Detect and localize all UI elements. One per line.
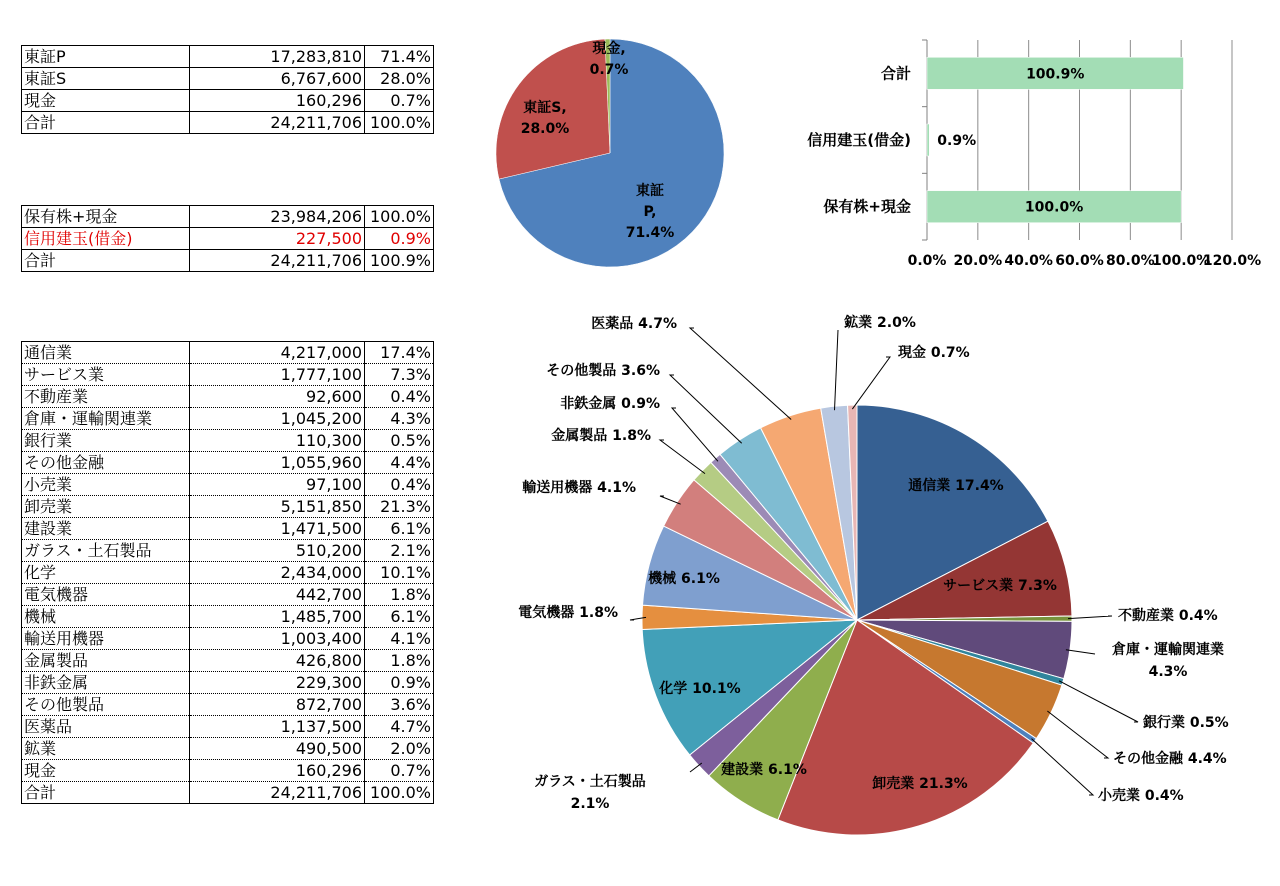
cell-pct: 0.9% bbox=[365, 228, 434, 250]
cell-pct: 1.8% bbox=[365, 584, 434, 606]
cell-pct: 2.1% bbox=[365, 540, 434, 562]
cell-value: 160,296 bbox=[190, 760, 365, 782]
cell-pct: 0.7% bbox=[365, 760, 434, 782]
pie-data-label: 小売業 0.4% bbox=[1098, 788, 1184, 804]
leader-line bbox=[1047, 711, 1108, 758]
cell-pct: 4.1% bbox=[365, 628, 434, 650]
x-tick-label: 40.0% bbox=[1004, 253, 1053, 269]
cell-value: 1,045,200 bbox=[190, 408, 365, 430]
leader-line bbox=[1059, 681, 1138, 722]
x-tick-label: 100.0% bbox=[1152, 253, 1211, 269]
cell-pct: 1.8% bbox=[365, 650, 434, 672]
cell-pct: 6.1% bbox=[365, 518, 434, 540]
x-tick-label: 0.0% bbox=[907, 253, 947, 269]
pie-data-label: 非鉄金属 0.9% bbox=[560, 396, 660, 412]
pie-data-label: 東証 P, 71.4% bbox=[625, 183, 675, 241]
cell-value: 17,283,810 bbox=[190, 46, 365, 68]
cell-pct: 4.3% bbox=[365, 408, 434, 430]
sector-pie-chart bbox=[518, 314, 1228, 835]
pie-data-label: 医薬品 4.7% bbox=[591, 316, 677, 332]
cell-value: 872,700 bbox=[190, 694, 365, 716]
cell-value: 4,217,000 bbox=[190, 342, 365, 364]
x-tick-label: 20.0% bbox=[953, 253, 1003, 269]
cell-label: その他製品 bbox=[22, 694, 190, 716]
pie-data-label: 金属製品 1.8% bbox=[551, 428, 651, 444]
bar-data-label: 100.9% bbox=[1026, 66, 1085, 83]
pie-data-label: 不動産業 0.4% bbox=[1118, 608, 1218, 624]
cell-value: 24,211,706 bbox=[190, 782, 365, 804]
cell-pct: 0.5% bbox=[365, 430, 434, 452]
cell-pct: 6.1% bbox=[365, 606, 434, 628]
x-tick-label: 60.0% bbox=[1055, 253, 1104, 269]
cell-value: 1,137,500 bbox=[190, 716, 365, 738]
cell-value: 426,800 bbox=[190, 650, 365, 672]
leader-line bbox=[835, 330, 838, 410]
cell-label: 現金 bbox=[22, 760, 190, 782]
cell-label: 合計 bbox=[22, 112, 190, 134]
cell-label: 電気機器 bbox=[22, 584, 190, 606]
cell-label: 輸送用機器 bbox=[22, 628, 190, 650]
cell-value: 229,300 bbox=[190, 672, 365, 694]
cell-label: 鉱業 bbox=[22, 738, 190, 760]
cell-pct: 100.0% bbox=[365, 206, 434, 228]
cell-pct: 2.0% bbox=[365, 738, 434, 760]
cell-label: 銀行業 bbox=[22, 430, 190, 452]
pie-data-label: 現金 0.7% bbox=[898, 345, 970, 361]
cell-label: 化学 bbox=[22, 562, 190, 584]
cell-pct: 100.0% bbox=[365, 112, 434, 134]
cell-value: 490,500 bbox=[190, 738, 365, 760]
cell-pct: 4.4% bbox=[365, 452, 434, 474]
pie-data-label: 化学 10.1% bbox=[659, 681, 741, 697]
leader-line bbox=[1068, 616, 1112, 619]
cell-label: サービス業 bbox=[22, 364, 190, 386]
pie-data-label: その他製品 3.6% bbox=[546, 363, 660, 379]
cell-pct: 100.0% bbox=[365, 782, 434, 804]
pie-data-label: 建設業 6.1% bbox=[721, 762, 807, 778]
cell-label: 保有株+現金 bbox=[22, 206, 190, 228]
y-category-label: 合計 bbox=[880, 64, 911, 83]
leader-line bbox=[672, 408, 718, 461]
margin-bar-chart bbox=[807, 40, 1261, 269]
leader-line bbox=[670, 375, 742, 443]
cell-value: 110,300 bbox=[190, 430, 365, 452]
market-pie-chart bbox=[496, 39, 724, 267]
cell-pct: 17.4% bbox=[365, 342, 434, 364]
cell-label: 機械 bbox=[22, 606, 190, 628]
y-category-label: 保有株+現金 bbox=[823, 197, 911, 216]
cell-label: 合計 bbox=[22, 782, 190, 804]
x-tick-label: 80.0% bbox=[1106, 253, 1155, 269]
cell-pct: 7.3% bbox=[365, 364, 434, 386]
cell-label: 現金 bbox=[22, 90, 190, 112]
cell-value: 1,055,960 bbox=[190, 452, 365, 474]
cell-pct: 3.6% bbox=[365, 694, 434, 716]
pie-data-label: 機械 6.1% bbox=[648, 571, 720, 587]
cell-pct: 0.7% bbox=[365, 90, 434, 112]
cell-value: 23,984,206 bbox=[190, 206, 365, 228]
cell-pct: 21.3% bbox=[365, 496, 434, 518]
cell-value: 510,200 bbox=[190, 540, 365, 562]
cell-value: 227,500 bbox=[190, 228, 365, 250]
bar-data-label: 100.0% bbox=[1024, 199, 1084, 216]
cell-value: 1,485,700 bbox=[190, 606, 365, 628]
bar bbox=[927, 124, 929, 156]
pie-data-label: ガラス・土石製品 2.1% bbox=[534, 774, 646, 812]
cell-pct: 4.7% bbox=[365, 716, 434, 738]
pie-data-label: 卸売業 21.3% bbox=[872, 776, 968, 792]
cell-pct: 100.9% bbox=[365, 250, 434, 272]
cell-value: 6,767,600 bbox=[190, 68, 365, 90]
cell-value: 97,100 bbox=[190, 474, 365, 496]
cell-value: 92,600 bbox=[190, 386, 365, 408]
cell-label: 不動産業 bbox=[22, 386, 190, 408]
cell-label: その他金融 bbox=[22, 452, 190, 474]
cell-pct: 0.9% bbox=[365, 672, 434, 694]
cell-label: 卸売業 bbox=[22, 496, 190, 518]
cell-pct: 0.4% bbox=[365, 474, 434, 496]
cell-label: 合計 bbox=[22, 250, 190, 272]
cell-pct: 28.0% bbox=[365, 68, 434, 90]
cell-label: 医薬品 bbox=[22, 716, 190, 738]
leader-line bbox=[1066, 650, 1095, 654]
cell-label: 金属製品 bbox=[22, 650, 190, 672]
leader-line bbox=[660, 496, 681, 504]
pie-data-label: 銀行業 0.5% bbox=[1143, 715, 1229, 731]
pie-data-label: 通信業 17.4% bbox=[908, 478, 1004, 494]
leader-line bbox=[852, 357, 890, 409]
pie-data-label: その他金融 4.4% bbox=[1113, 751, 1227, 767]
leader-line bbox=[1032, 739, 1093, 795]
x-tick-label: 120.0% bbox=[1202, 253, 1262, 269]
cell-pct: 0.4% bbox=[365, 386, 434, 408]
cell-label: 非鉄金属 bbox=[22, 672, 190, 694]
cell-value: 24,211,706 bbox=[190, 250, 365, 272]
cell-value: 5,151,850 bbox=[190, 496, 365, 518]
pie-data-label: 東証S, 28.0% bbox=[520, 100, 570, 137]
cell-label: 信用建玉(借金) bbox=[22, 228, 190, 250]
cell-value: 442,700 bbox=[190, 584, 365, 606]
cell-value: 1,777,100 bbox=[190, 364, 365, 386]
cell-value: 24,211,706 bbox=[190, 112, 365, 134]
y-category-label: 信用建玉(借金) bbox=[807, 131, 911, 149]
cell-pct: 10.1% bbox=[365, 562, 434, 584]
cell-label: 東証P bbox=[22, 46, 190, 68]
pie-data-label: 現金, 0.7% bbox=[589, 41, 629, 78]
pie-data-label: 輸送用機器 4.1% bbox=[522, 480, 636, 496]
cell-value: 1,003,400 bbox=[190, 628, 365, 650]
cell-pct: 71.4% bbox=[365, 46, 434, 68]
leader-line bbox=[660, 440, 705, 474]
cell-label: 通信業 bbox=[22, 342, 190, 364]
pie-data-label: サービス業 7.3% bbox=[943, 578, 1057, 594]
pie-data-label: 鉱業 2.0% bbox=[844, 315, 916, 331]
cell-value: 160,296 bbox=[190, 90, 365, 112]
bar-data-label: 0.9% bbox=[937, 133, 977, 149]
cell-label: 小売業 bbox=[22, 474, 190, 496]
cell-label: ガラス・土石製品 bbox=[22, 540, 190, 562]
cell-label: 倉庫・運輸関連業 bbox=[22, 408, 190, 430]
pie-data-label: 電気機器 1.8% bbox=[518, 605, 618, 621]
cell-label: 東証S bbox=[22, 68, 190, 90]
leader-line bbox=[690, 328, 791, 420]
pie-data-label: 倉庫・運輸関連業 4.3% bbox=[1112, 642, 1224, 680]
cell-value: 2,434,000 bbox=[190, 562, 365, 584]
cell-label: 建設業 bbox=[22, 518, 190, 540]
cell-value: 1,471,500 bbox=[190, 518, 365, 540]
